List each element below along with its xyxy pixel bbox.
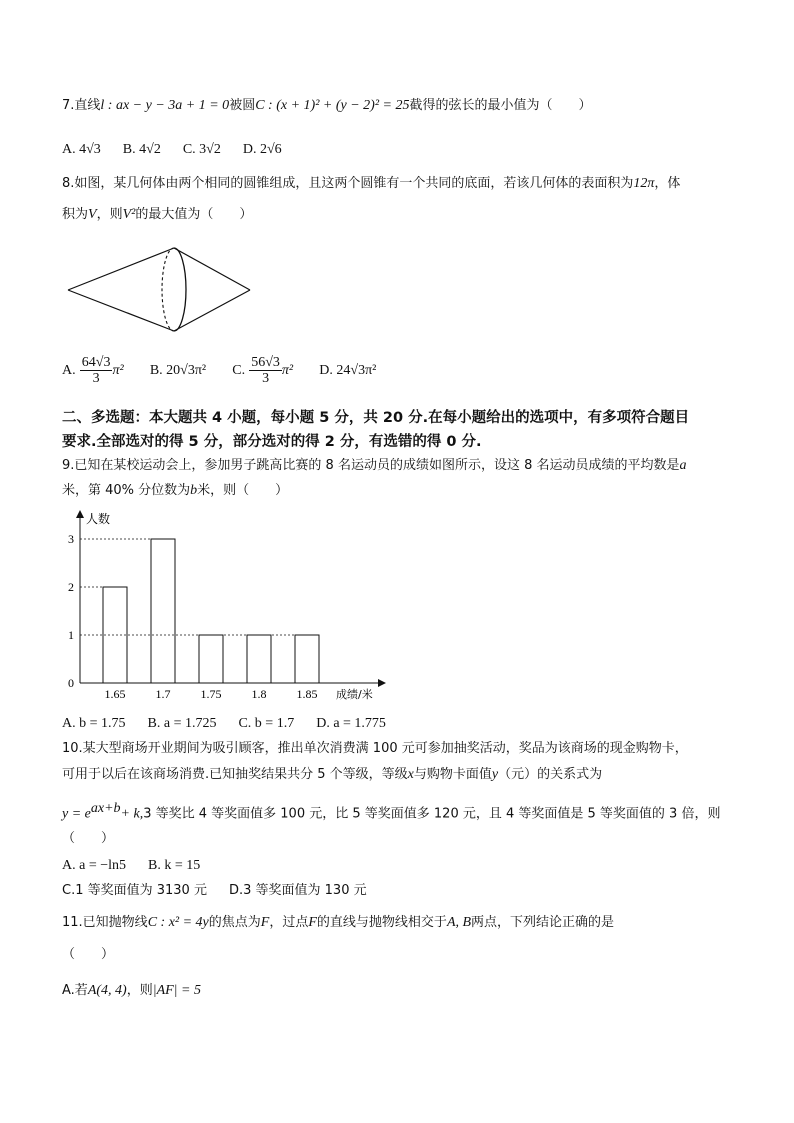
x-tick-label: 1.8 xyxy=(251,687,267,701)
histogram-bar xyxy=(247,635,271,683)
q10-stem-line2: 可用于以后在该商场消费.已知抽奖结果共分 5 个等级，等级x与购物卡面值y（元）的关系式为 xyxy=(62,767,603,782)
q7-option-d: D. 2√6 xyxy=(242,142,282,157)
q7-option-b: B. 4√2 xyxy=(122,142,161,157)
q10-option-b: B. k = 15 xyxy=(148,858,201,873)
y-tick-label: 3 xyxy=(68,532,74,546)
histogram-bar xyxy=(103,587,127,683)
q7-line-equation: l : ax − y − 3a + 1 = 0 xyxy=(100,98,230,113)
q10-stem-line1: 10.某大型商场开业期间为吸引顾客，推出单次消费满 100 元可参加抽奖活动，奖品为该商场的现金购物卡， xyxy=(62,741,688,756)
q9-option-d: D. a = 1.775 xyxy=(316,716,386,731)
q10-formula: y = e xyxy=(62,806,91,822)
y-axis-label: 人数 xyxy=(86,512,111,526)
x-tick-label: 1.65 xyxy=(104,687,126,701)
q11-option-a: A.若A(4, 4)，则|AF| = 5 xyxy=(62,983,201,998)
x-axis-label: 成绩/米 xyxy=(336,688,373,701)
q8-options xyxy=(62,355,398,387)
q7-option-a: A. 4√3 xyxy=(62,142,101,157)
double-cone-figure xyxy=(62,240,262,340)
q8-stem-line1: 8.如图，某几何体由两个相同的圆锥组成，且这两个圆锥有一个共同的底面，若该几何体的表面积为12π，体 xyxy=(62,176,681,191)
y-tick-label: 0 xyxy=(68,676,74,690)
q10-options-row1 xyxy=(62,857,222,875)
x-axis-arrow xyxy=(378,679,386,687)
q11-stem: 11.已知抛物线C : x² = 4y的焦点为F，过点F的直线与抛物线相交于A, B两点，下列结论正确的是 xyxy=(62,915,615,930)
q8-option-c: C. $\frac{56√3}{3}$ π² xyxy=(232,355,294,386)
q8-option-d: D. 24√3π² xyxy=(319,363,377,378)
q7-options xyxy=(62,141,304,159)
q10-stem-line3: $y = e^{ax+b}+ k,3$ 等奖比 4 等奖面值多 100 元，比 5 等奖面值多 120 元，且 4 等奖面值是 5 等奖面值的 3 倍，则 xyxy=(62,801,721,822)
q10-option-d: D.3 等奖面值为 130 元 xyxy=(228,883,367,898)
y-tick-label: 1 xyxy=(68,628,74,642)
q7-stem: 7.直线l : ax − y − 3a + 1 = 0被圆C : (x + 1)² + (y − 2)² = 25截得的弦长的最小值为（ ） xyxy=(62,98,592,113)
q9-stem-line2: 米，第 40% 分位数为b米，则（ ） xyxy=(62,483,289,498)
q9-stem-line1: 9.已知在某校运动会上，参加男子跳高比赛的 8 名运动员的成绩如图所示，设这 8 名运动员成绩的平均数是a xyxy=(62,458,687,473)
q10-paren: （ ） xyxy=(62,831,115,846)
q9-option-b: B. a = 1.725 xyxy=(147,716,217,731)
q9-option-c: C. b = 1.7 xyxy=(238,716,295,731)
section-2-heading-line2: 要求.全部选对的得 5 分，部分选对的得 2 分，有选错的得 0 分. xyxy=(62,434,482,450)
q8-option-b: B. 20√3π² xyxy=(149,363,207,378)
q8-stem-line2: 积为V，则V²的最大值为（ ） xyxy=(62,207,253,222)
histogram-chart xyxy=(60,506,400,706)
q11-paren: （ ） xyxy=(62,947,115,962)
histogram-bar xyxy=(295,635,319,683)
q8-option-a: A. $\frac{64√3}{3}$ π² xyxy=(62,355,124,386)
histogram-bar xyxy=(199,635,223,683)
q9-options xyxy=(62,715,408,733)
section-2-heading-line1: 二、多选题：本大题共 4 小题，每小题 5 分，共 20 分.在每小题给出的选项中，有多项符合题目 xyxy=(62,410,690,426)
x-tick-label: 1.75 xyxy=(200,687,222,701)
q10-option-a: A. a = −ln5 xyxy=(62,858,127,873)
histogram-bar xyxy=(151,539,175,683)
q9-option-a: A. b = 1.75 xyxy=(62,716,126,731)
x-tick-label: 1.7 xyxy=(155,687,171,701)
x-tick-label: 1.85 xyxy=(296,687,318,701)
q7-option-c: C. 3√2 xyxy=(182,142,221,157)
q10-option-c: C.1 等奖面值为 3130 元 xyxy=(62,883,207,898)
y-axis-arrow xyxy=(76,510,84,518)
q7-circle-equation: C : (x + 1)² + (y − 2)² = 25 xyxy=(255,98,410,113)
y-tick-label: 2 xyxy=(68,580,74,594)
q10-options-row2 xyxy=(62,882,389,900)
